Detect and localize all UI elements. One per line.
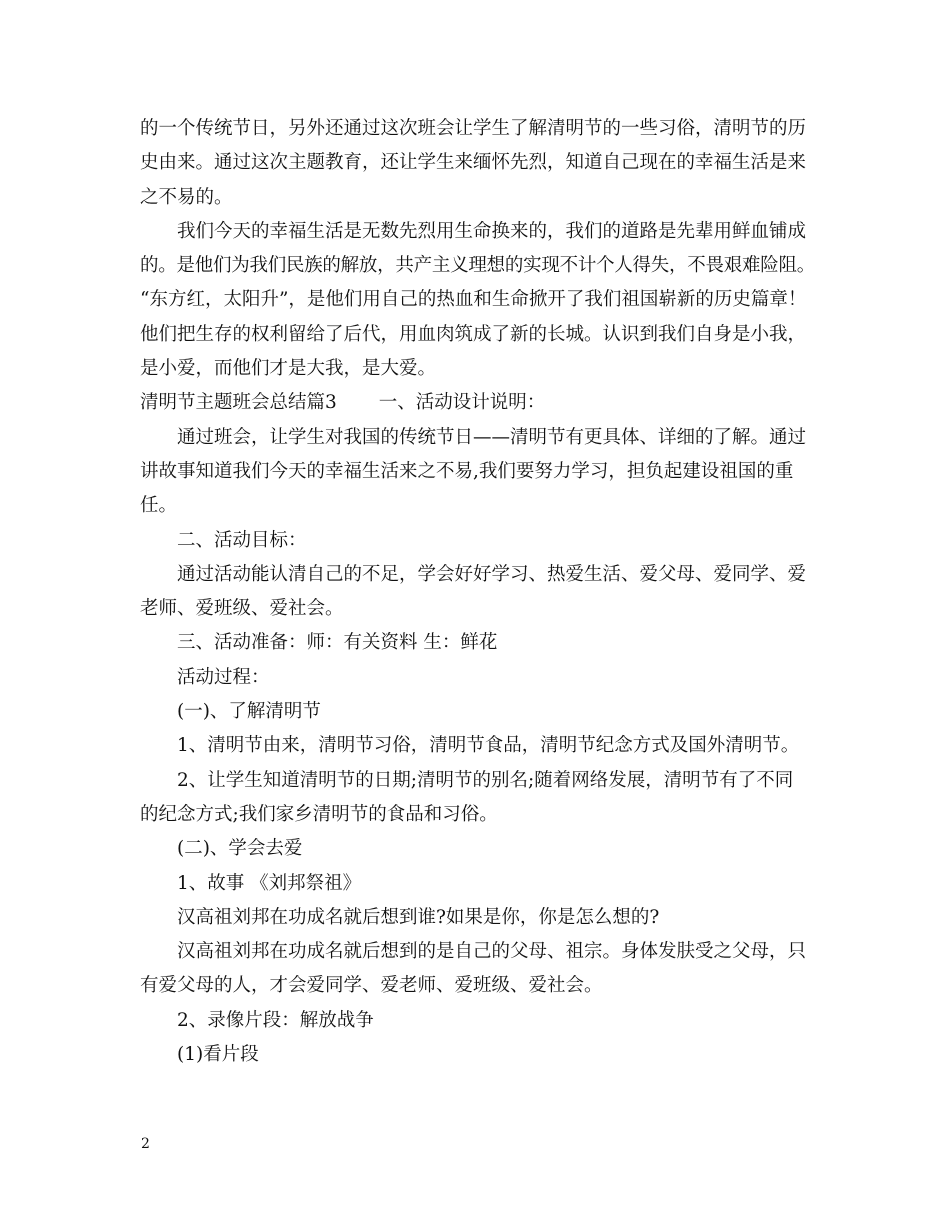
subheading-part-two: (二)、学会去爱	[177, 838, 303, 860]
subheading-process: 活动过程：	[177, 666, 270, 688]
text-line: 汉高祖刘邦在功成名就后想到谁?如果是你，你是怎么想的?	[177, 906, 660, 928]
list-item: 1、清明节由来，清明节习俗，清明节食品，清明节纪念方式及国外清明节。	[177, 735, 800, 757]
text-line: 讲故事知道我们今天的幸福生活来之不易,我们要努力学习，担负起建设祖国的重	[140, 460, 794, 482]
section-heading	[140, 386, 815, 420]
section-subtitle: 一、活动设计说明：	[378, 392, 546, 414]
text-line: 通过活动能认清自己的不足，学会好好学习、热爱生活、爱父母、爱同学、爱	[177, 563, 807, 585]
section-title: 清明节主题班会总结篇3	[140, 392, 337, 414]
list-item: (1)看片段	[177, 1044, 259, 1066]
text-line: 史由来。通过这次主题教育，还让学生来缅怀先烈，知道自己现在的幸福生活是来	[140, 152, 807, 174]
document-body	[140, 112, 815, 1072]
text-line: 老师、爱班级、爱社会。	[140, 598, 344, 620]
text-line: 任。	[140, 495, 178, 517]
subheading-part-one: (一)、了解清明节	[177, 701, 321, 723]
text-line: 通过班会，让学生对我国的传统节日——清明节有更具体、详细的了解。通过	[177, 426, 807, 448]
text-line: “东方红，太阳升”，是他们用自己的热血和生命掀开了我们祖国崭新的历史篇章！	[140, 289, 807, 311]
page-number: 2	[141, 1136, 150, 1152]
subheading-preparation: 三、活动准备：师：有关资料 生：鲜花	[177, 632, 498, 654]
text-line: 的。是他们为我们民族的解放，共产主义理想的实现不计个人得失，不畏艰难险阻。	[140, 255, 815, 277]
text-line: 汉高祖刘邦在功成名就后想到的是自己的父母、祖宗。身体发肤受之父母，只	[177, 941, 807, 963]
text-line: 的一个传统节日，另外还通过这次班会让学生了解清明节的一些习俗，清明节的历	[140, 118, 807, 139]
text-line: 之不易的。	[140, 186, 233, 208]
text-line: 有爱父母的人，才会爱同学、爱老师、爱班级、爱社会。	[140, 975, 603, 997]
subheading-goals: 二、活动目标：	[177, 529, 307, 551]
text-line: 他们把生存的权利留给了后代，用血肉筑成了新的长城。认识到我们自身是小我，	[140, 323, 807, 345]
text-line: 是小爱，而他们才是大我，是大爱。	[140, 358, 437, 380]
list-item: 2、让学生知道清明节的日期;清明节的别名;随着网络发展，清明节有了不同	[177, 769, 794, 791]
text-line: 我们今天的幸福生活是无数先烈用生命换来的，我们的道路是先辈用鲜血铺成	[177, 220, 807, 242]
list-item: 1、故事 《刘邦祭祖》	[177, 872, 362, 894]
text-line: 的纪念方式;我们家乡清明节的食品和习俗。	[140, 803, 498, 825]
list-item: 2、录像片段：解放战争	[177, 1009, 374, 1031]
